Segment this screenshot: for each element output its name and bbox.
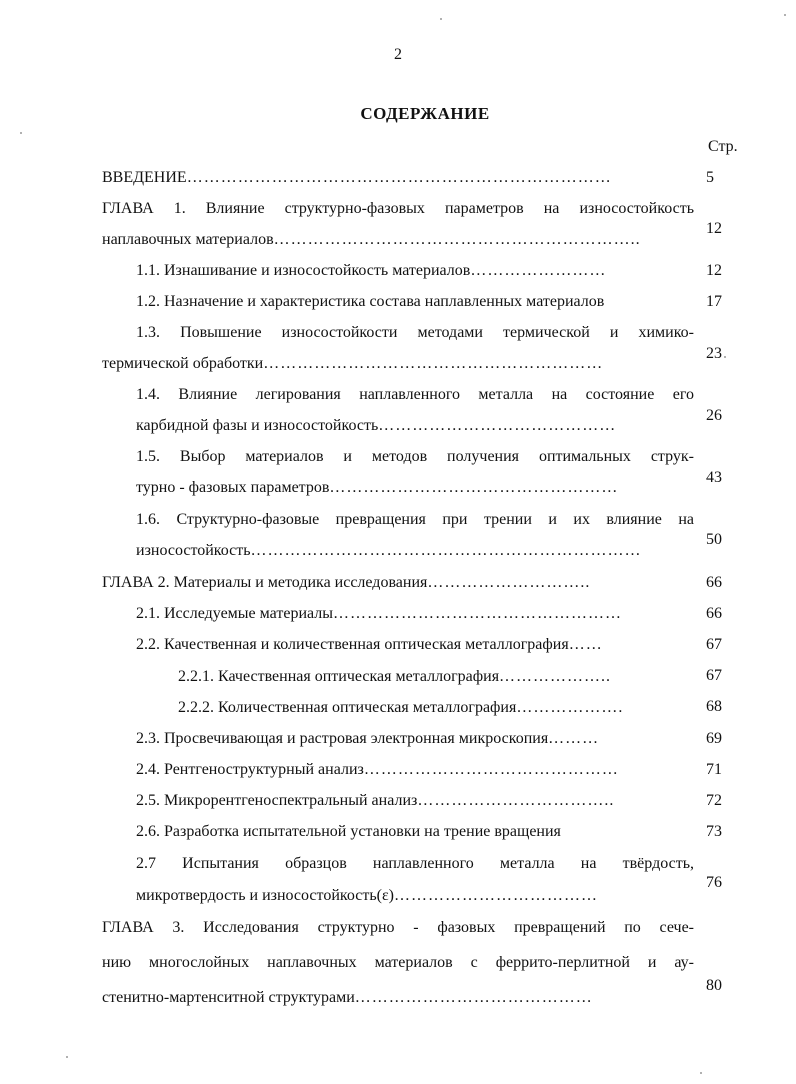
toc-entry-title: 2.6. Разработка испытательной установки на трение вращения: [136, 823, 561, 840]
toc-page-number: 12: [706, 262, 722, 279]
toc-entry-line: стенитно-мартенситной структурами: [102, 989, 355, 1006]
toc-entry: [136, 629, 692, 660]
toc-title: СОДЕРЖАНИЕ: [360, 104, 490, 123]
toc-entry-line: ГЛАВА 1. Влияние структурно-фазовых параметров на износостойкость: [102, 200, 694, 217]
toc-entry-line: карбидной фазы и износостойкость: [136, 417, 379, 434]
toc-entry: [136, 255, 684, 286]
scan-speck: [20, 132, 22, 134]
toc-page-number: 69: [706, 730, 722, 747]
toc-entry-continuation: [136, 472, 694, 503]
scan-speck: [724, 356, 726, 358]
page-number: 2: [394, 46, 402, 63]
toc-page-number: 5: [706, 169, 714, 186]
toc-entry-line: 1.4. Влияние легирования наплавленного металла на состояние его: [136, 386, 694, 403]
toc-entry-title: 2.1. Исследуемые материалы: [136, 605, 333, 622]
toc-leader: ……: [568, 636, 603, 653]
toc-page-number: 67: [706, 636, 722, 653]
toc-page-number: 76: [706, 874, 722, 891]
toc-entry-line: нию многослойных наплавочных материалов с феррито-перлитной и ау-: [102, 954, 694, 971]
toc-entry-line: 2.7 Испытания образцов наплавленного металла на твёрдость,: [136, 855, 694, 872]
toc-entry-continuation: [136, 535, 694, 566]
toc-leader: ………………………..: [427, 574, 591, 591]
toc-entry: [102, 193, 694, 255]
toc-leader: ……………….: [516, 699, 624, 716]
toc-entry-title: 2.2.2. Количественная оптическая металлография: [178, 699, 517, 716]
toc-entry-title: 2.2. Качественная и количественная оптическая металлография: [136, 636, 569, 653]
toc-entry-line: 1.5. Выбор материалов и методов получения оптимальных струк-: [136, 448, 694, 465]
toc-page-number: 17: [706, 293, 722, 310]
toc-entry-title: 2.4. Рентгеноструктурный анализ: [136, 761, 364, 778]
toc-page-number: 71: [706, 761, 722, 778]
toc-page-number: 67: [706, 667, 722, 684]
toc-leader: ……………………………………………………: [263, 355, 604, 372]
toc-entry-line: термической обработки: [102, 355, 264, 372]
toc-entry-line: износостойкость: [136, 542, 251, 559]
toc-page-number: 66: [706, 605, 722, 622]
toc-entry: [136, 379, 694, 410]
toc-entry: [136, 723, 692, 754]
toc-entry-title: ГЛАВА 2. Материалы и методика исследования: [102, 574, 428, 591]
toc-leader: ……………………: [470, 262, 607, 279]
toc-entry: [136, 598, 692, 629]
toc-page-number: 72: [706, 792, 722, 809]
toc-entry-line: 1.3. Повышение износостойкости методами термической и химико-: [136, 324, 694, 341]
toc-leader: ………: [548, 730, 600, 747]
toc-leader: ………………………………………: [363, 761, 619, 778]
toc-entry: [136, 286, 692, 317]
toc-entry-line: ГЛАВА 3. Исследования структурно - фазовых превращений по сече-: [102, 919, 694, 936]
toc-leader: ……………………………………………: [332, 605, 622, 622]
toc-leader: ……………………………..: [417, 792, 615, 809]
toc-leader: …………………………………………………………………: [186, 169, 612, 186]
toc-entry: [136, 441, 694, 472]
toc-page-number: 50: [706, 531, 722, 548]
toc-page-number: 26: [706, 407, 722, 424]
toc-page-number: 68: [706, 698, 722, 715]
toc-leader: ………………………………: [394, 887, 598, 904]
toc-entry: [178, 661, 692, 692]
toc-entry-line: наплавочных материалов: [102, 231, 274, 248]
toc-leader: ………………………………………………………..: [273, 231, 641, 248]
toc-entry: [102, 567, 694, 598]
toc-entry: [178, 692, 692, 723]
toc-entry-line: 1.6. Структурно-фазовые превращения при трении и их влияние на: [136, 511, 694, 528]
toc-leader: ……………………………………………: [329, 479, 619, 496]
toc-entry-title: 1.1. Изнашивание и износостойкость материалов: [136, 262, 471, 279]
toc-entry: [136, 317, 694, 348]
toc-page-number: 43: [706, 469, 722, 486]
toc-entry: [102, 912, 694, 1013]
toc-entry: [102, 162, 692, 193]
toc-entry-title: 2.3. Просвечивающая и растровая электронная микроскопия: [136, 730, 549, 747]
toc-entry: [136, 754, 692, 785]
toc-page-number: 73: [706, 823, 722, 840]
toc-entry-continuation: [136, 410, 694, 441]
toc-page-number: 66: [706, 574, 722, 591]
toc-page-number: 80: [706, 977, 722, 994]
toc-entry-line: микротвердость и износостойкость(ε): [136, 887, 394, 904]
toc-entry-title: ВВЕДЕНИЕ: [102, 169, 187, 186]
scan-speck: [66, 1056, 68, 1058]
scan-speck: [440, 18, 442, 20]
toc-page-number: 23: [706, 345, 722, 362]
toc-entry: [136, 504, 694, 535]
toc-leader: ……………………………………………………………: [250, 542, 642, 559]
toc-entry-title: 2.5. Микрорентгеноспектральный анализ: [136, 792, 418, 809]
toc-entry-continuation: [136, 880, 694, 911]
toc-page-number: 12: [706, 220, 722, 237]
page-column-header: Стр.: [708, 138, 738, 155]
toc-entry-line: турно - фазовых параметров: [136, 479, 330, 496]
toc-entry-continuation: [102, 348, 694, 379]
toc-leader: ……………………………………: [354, 989, 593, 1006]
scan-speck: [700, 1072, 702, 1074]
toc-leader: ………………..: [499, 668, 612, 685]
toc-entry: [136, 816, 692, 847]
toc-entry: [136, 848, 694, 879]
toc-leader: ……………………………………: [378, 417, 617, 434]
scan-speck: [784, 14, 786, 16]
toc-entry-title: 1.2. Назначение и характеристика состава наплавленных материалов: [136, 293, 605, 310]
toc-entry-title: 2.2.1. Качественная оптическая металлография: [178, 668, 500, 685]
toc-entry: [136, 785, 692, 816]
